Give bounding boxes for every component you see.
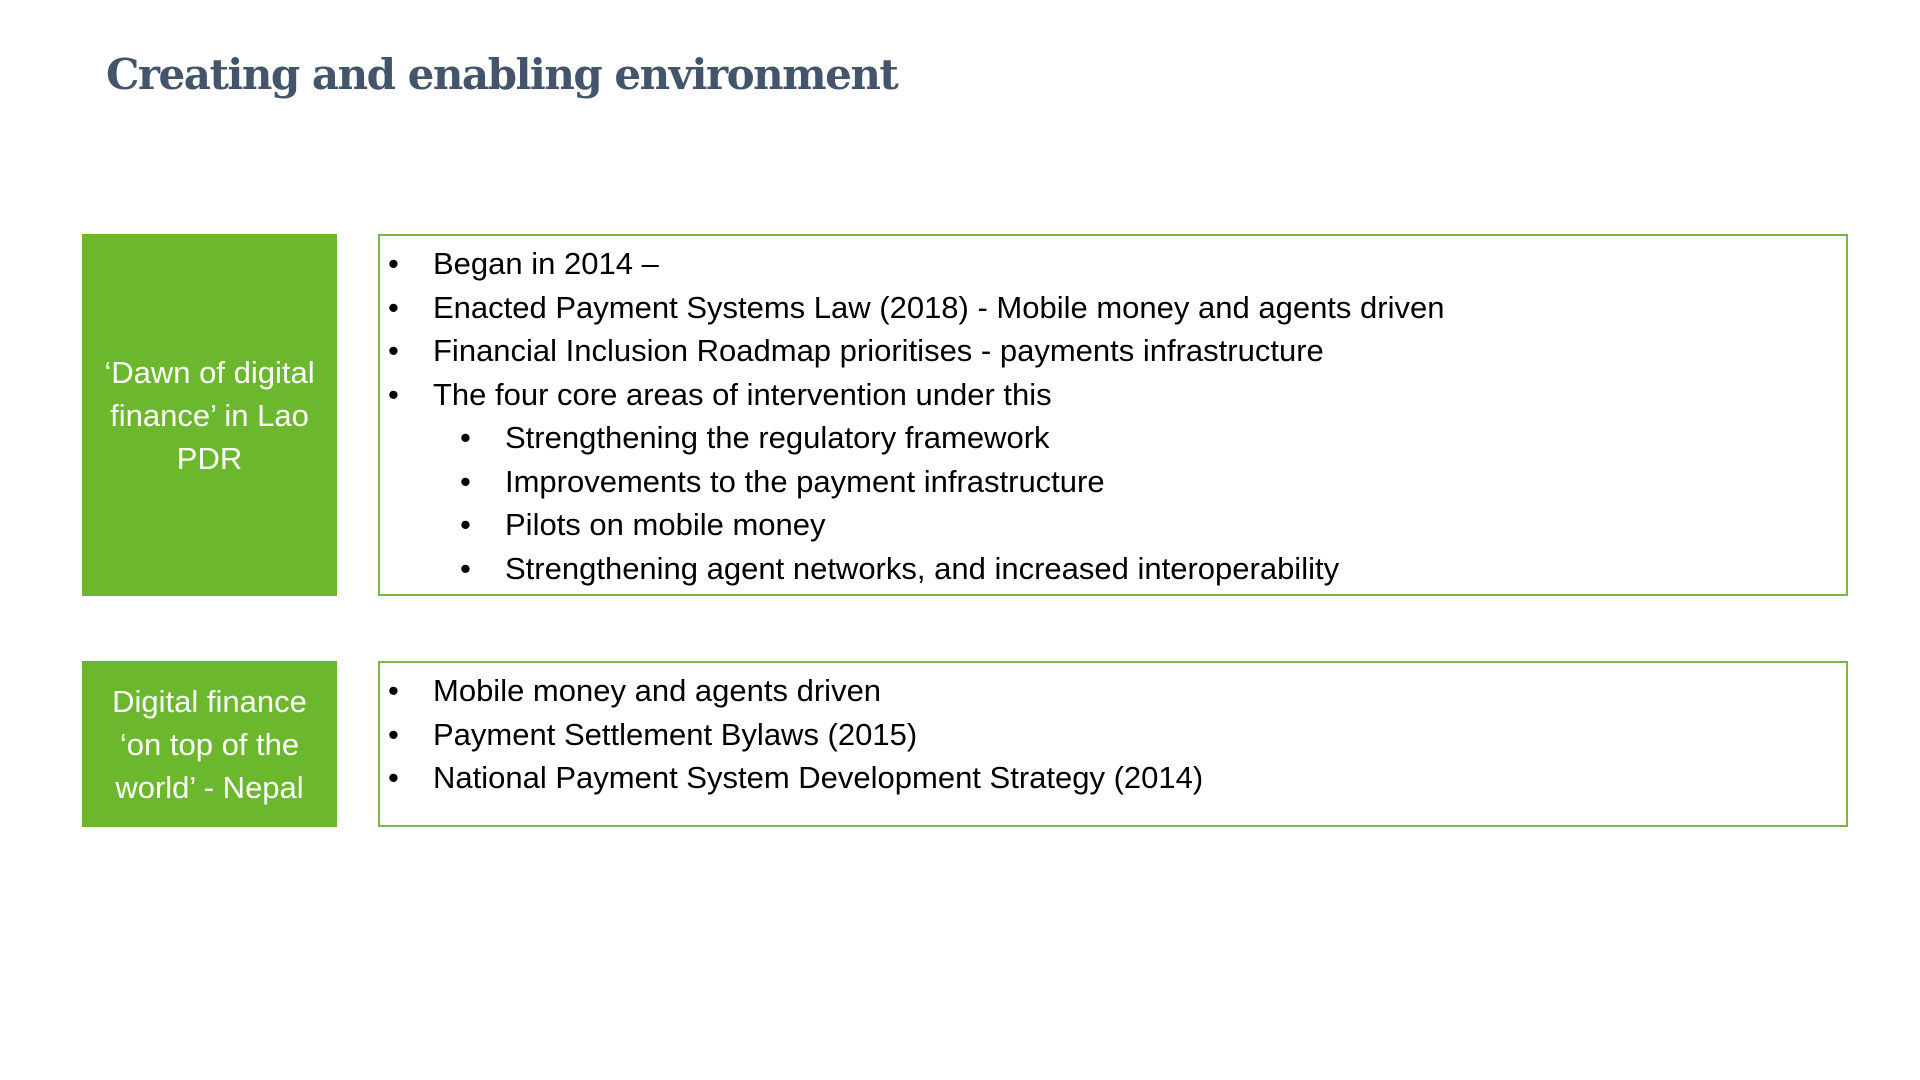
bullet-icon: •	[388, 246, 399, 281]
bullet-item	[380, 756, 1846, 800]
sub-bullet-item	[380, 416, 1846, 460]
bullet-text: Began in 2014 –	[433, 246, 659, 281]
bullet-icon: •	[388, 760, 399, 795]
bullet-item	[380, 242, 1846, 286]
bullet-text: Payment Settlement Bylaws (2015)	[433, 716, 918, 752]
bullet-text: National Payment System Development Strategy (2014)	[433, 760, 1204, 795]
bullet-icon: •	[388, 289, 399, 325]
label-line: finance’ in Lao	[110, 397, 309, 433]
bullet-icon: •	[460, 420, 471, 455]
lao-pdr-label-box	[82, 234, 337, 596]
bullet-item	[380, 286, 1846, 330]
nepal-label	[112, 680, 307, 809]
bullet-text: Strengthening the regulatory framework	[505, 420, 1050, 455]
bullet-text: Strengthening agent networks, and increased interoperability	[505, 550, 1340, 586]
bullet-text: Improvements to the payment infrastructure	[505, 463, 1105, 499]
sub-bullet-item	[380, 460, 1846, 504]
bullet-item	[380, 329, 1846, 373]
bullet-icon: •	[460, 507, 471, 542]
label-line: PDR	[176, 440, 243, 476]
bullet-text: The four core areas of intervention under this	[433, 376, 1052, 412]
label-line: Digital finance	[112, 683, 307, 719]
sub-bullet-item	[380, 547, 1846, 591]
bullet-icon: •	[460, 463, 471, 499]
bullet-icon: •	[388, 333, 399, 368]
nepal-label-box	[82, 661, 337, 827]
bullet-icon: •	[388, 716, 399, 752]
bullet-text: Pilots on mobile money	[505, 507, 826, 542]
bullet-text: Financial Inclusion Roadmap prioritises - payments infrastructure	[433, 333, 1324, 368]
lao-pdr-label	[104, 351, 314, 480]
bullet-text: Enacted Payment Systems Law (2018) - Mobile money and agents driven	[433, 289, 1445, 325]
label-line: ‘on top of the	[119, 726, 300, 762]
bullet-item	[380, 669, 1846, 713]
bullet-item	[380, 373, 1846, 417]
label-line: world’ - Nepal	[115, 769, 304, 805]
bullet-text: Mobile money and agents driven	[433, 673, 882, 708]
bullet-icon: •	[388, 376, 399, 412]
label-line: ‘Dawn of digital	[104, 354, 315, 390]
lao-pdr-content-box	[378, 234, 1848, 596]
bullet-icon: •	[388, 673, 399, 708]
lao-pdr-bullet-list	[380, 242, 1846, 590]
nepal-bullet-list	[380, 669, 1846, 800]
bullet-icon: •	[460, 550, 471, 586]
nepal-content-box	[378, 661, 1848, 827]
sub-bullet-item	[380, 503, 1846, 547]
slide-title: Creating and enabling environment	[106, 50, 898, 99]
bullet-item	[380, 713, 1846, 757]
